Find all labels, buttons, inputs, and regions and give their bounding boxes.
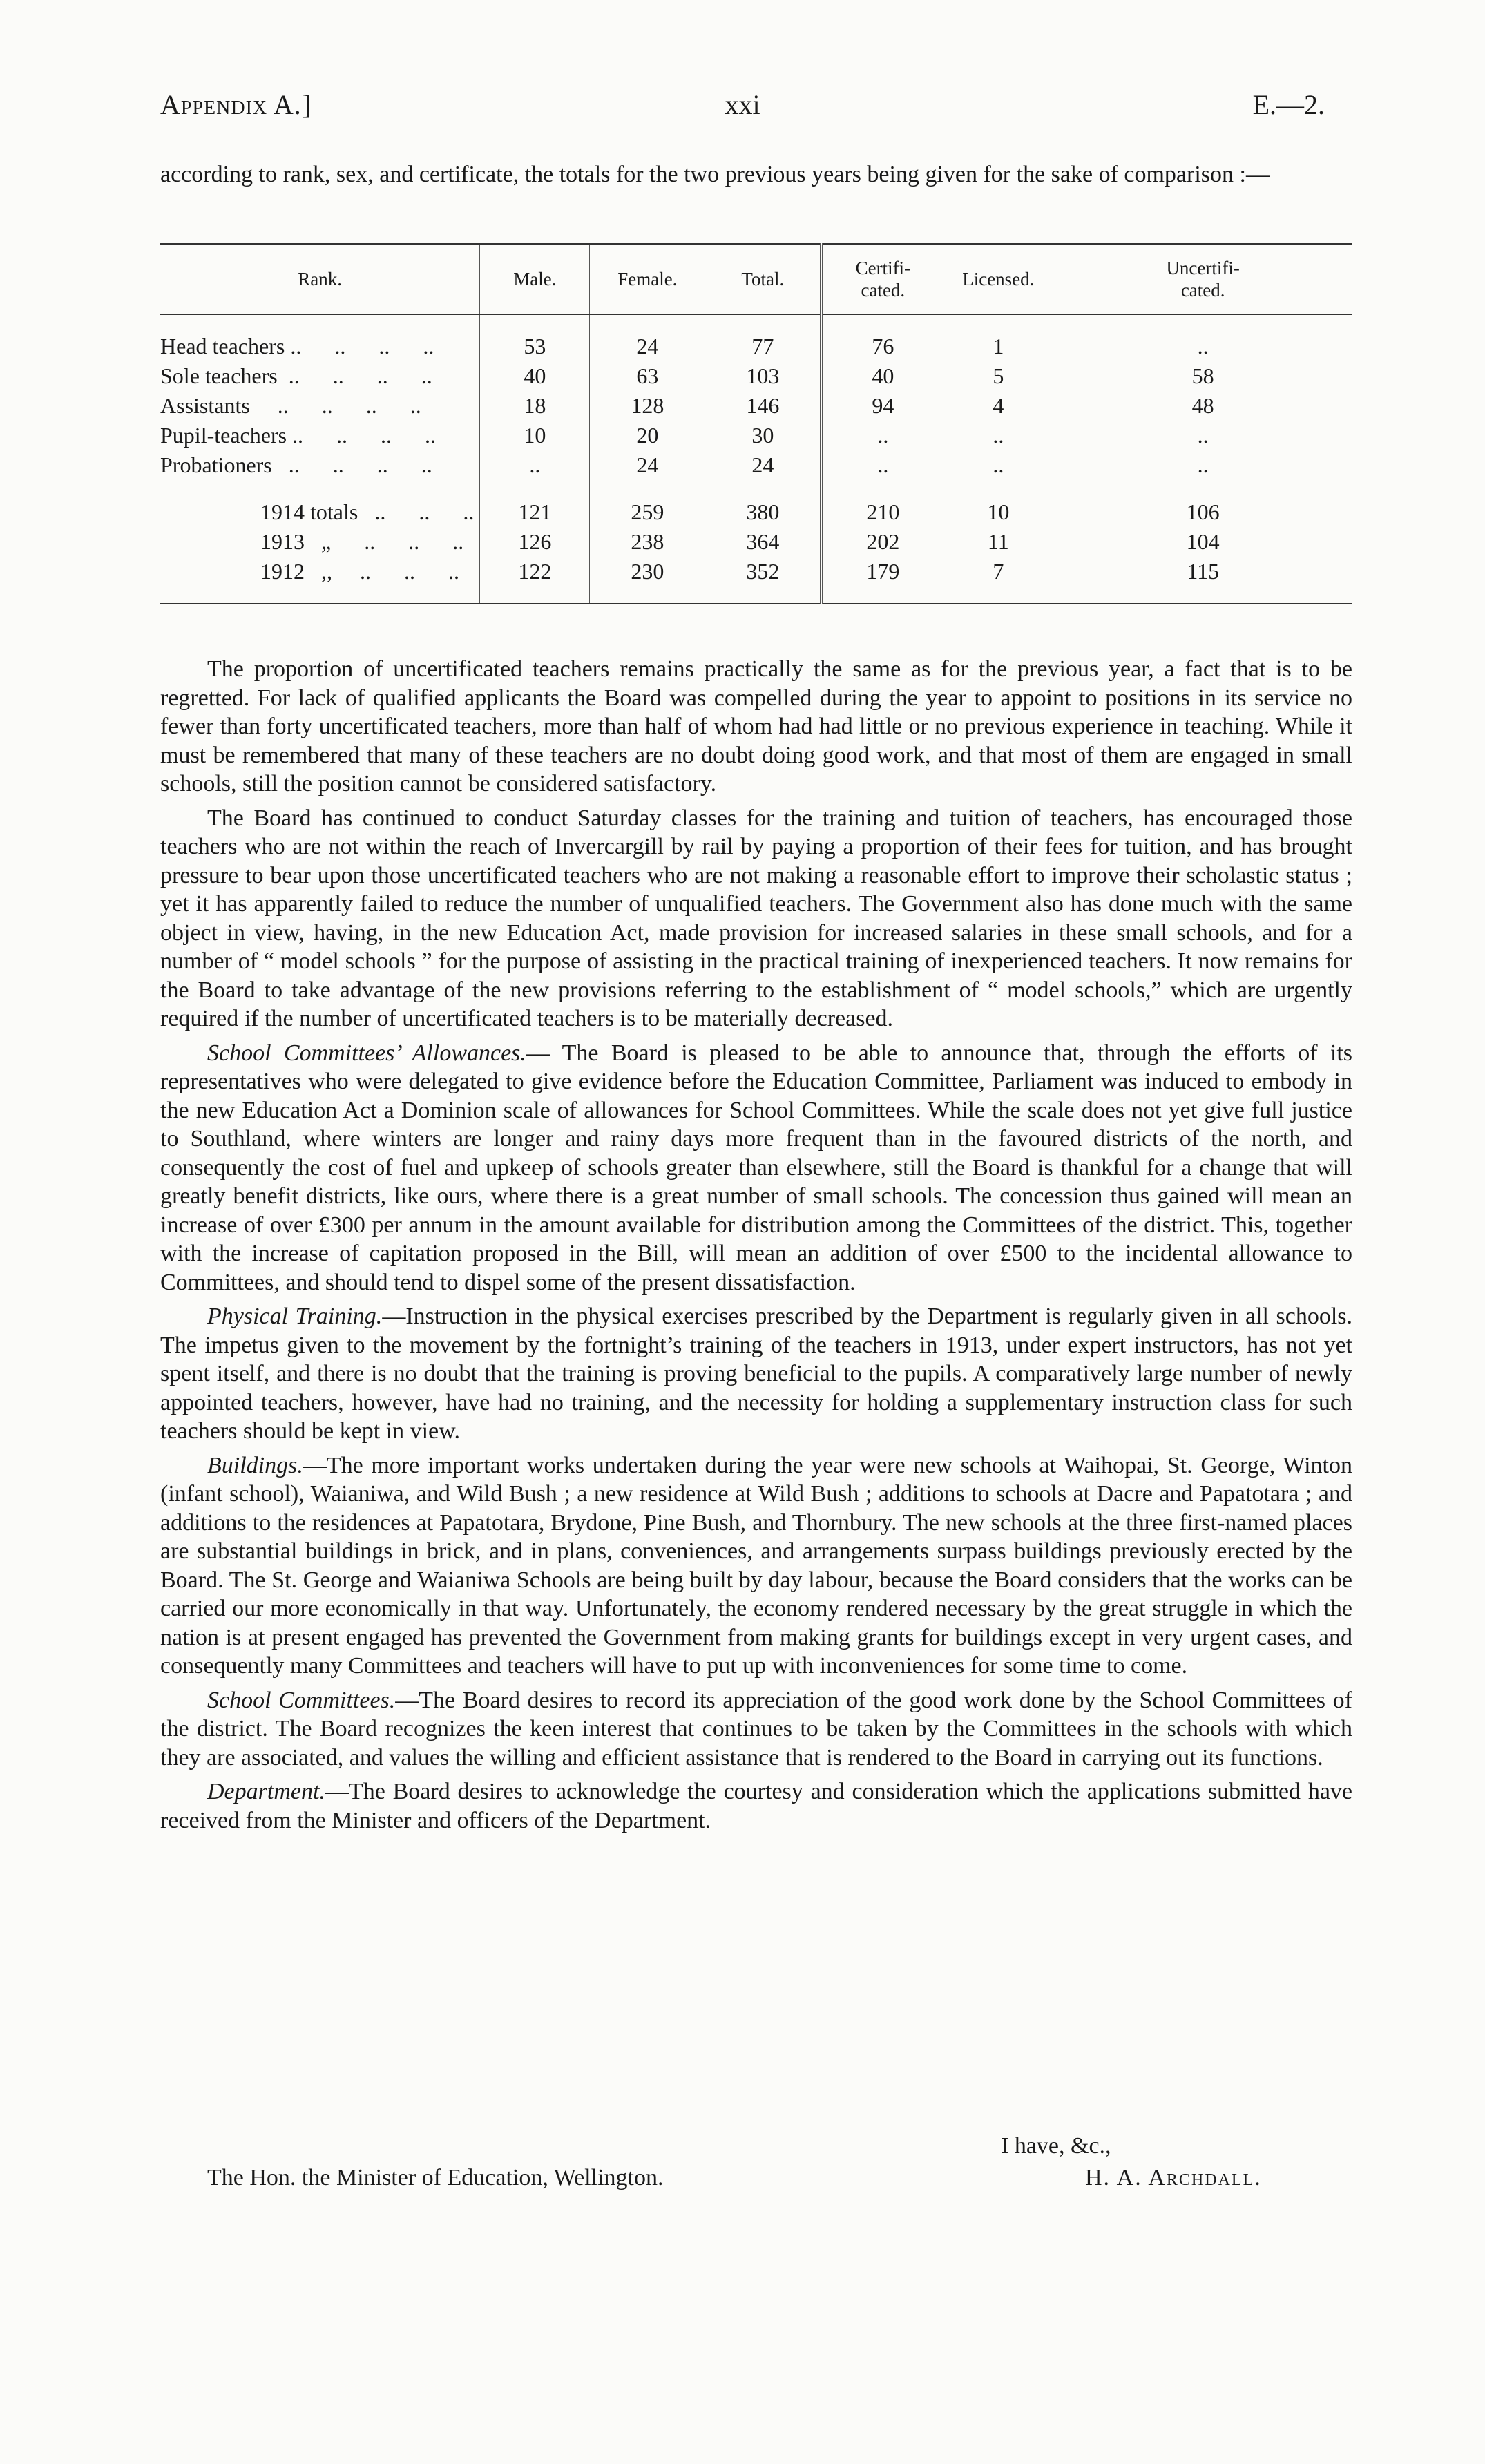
cell-total: 103 xyxy=(705,361,822,391)
cell-certificated: .. xyxy=(821,421,943,450)
cell-licensed: 5 xyxy=(943,361,1053,391)
text-committee-allowances: — The Board is pleased to be able to announce that, through the efforts of its representatives who were delegated to give evidence before the Education Committee, Parliament was induced to embody in the new Education Act a Dominion scale of allowances for School Committees. While the scale does not yet give full justice to Southland, where winters are longer and rainy days more frequent than in the favoured districts of the north, and consequently the cost of fuel and upkeep of schools greater than elsewhere, still the Board is thankful for a change that will greatly benefit districts, like ours, where there is a great number of small schools. The concession thus gained will mean an increase of over £300 per annum in the amount available for distribution among the Committees of the district. This, together with the increase of capitation proposed in the Bill, will mean an addition of over £500 to the incidental allowance to Committees, and should tend to dispel some of the present dissatisfaction. xyxy=(160,1040,1352,1295)
table-total-row xyxy=(160,557,1352,586)
cell-male: 121 xyxy=(480,497,590,528)
cell-male: 53 xyxy=(480,332,590,361)
heading-buildings: Buildings. xyxy=(207,1452,303,1478)
table-total-row xyxy=(160,497,1352,528)
row-label: Head teachers .. .. .. .. xyxy=(160,334,434,359)
cell-female: 259 xyxy=(590,497,705,528)
paragraph-physical-training xyxy=(160,1302,1352,1446)
row-label: Assistants .. .. .. .. xyxy=(160,393,421,418)
paragraph-school-committees xyxy=(160,1686,1352,1773)
heading-department: Department. xyxy=(207,1779,325,1804)
row-label: Pupil-teachers .. .. .. .. xyxy=(160,423,437,448)
text-school-committees: —The Board desires to record its appreciation of the good work done by the School Committees of the district. The Board recognizes the keen interest that continues to be taken by the Committees in the schools with which they are associated, and values the willing and efficient assistance that is rendered to the Board in carrying out its functions. xyxy=(160,1687,1352,1770)
cell-total: 77 xyxy=(705,332,822,361)
cell-licensed: 11 xyxy=(943,527,1053,557)
table-row xyxy=(160,361,1352,391)
cell-certificated: 202 xyxy=(821,527,943,557)
col-licensed: Licensed. xyxy=(943,244,1053,314)
table-row xyxy=(160,450,1352,480)
col-uncertificated-line2: cated. xyxy=(1180,280,1225,300)
cell-uncertificated: 104 xyxy=(1053,527,1352,557)
cell-certificated: 76 xyxy=(821,332,943,361)
col-certificated-line2: cated. xyxy=(861,280,906,300)
cell-certificated: 179 xyxy=(821,557,943,586)
col-certificated xyxy=(821,244,943,314)
text-buildings: —The more important works undertaken during the year were new schools at Waihopai, St. George, Winton (infant school), Waianiwa, and Wild Bush ; a new residence at Wild Bush ; additions to schools at Dacre and Papatotara ; and additions to the residences at Papatotara, Brydone, Pine Bush, and Thornbury. The new schools at the three first-named places are substantial buildings in brick, and in plans, conveniences, and arrangements surpass buildings previously erected by the Board. The St. George and Waianiwa Schools are being built by day labour, because the Board considers that the works can be carried our more economically in that way. Unfortunately, the economy rendered necessary by the great struggle in which the nation is at present engaged has prevented the Government from making grants for buildings except in very urgent cases, and consequently many Committees and teachers will have to put up with inconveniences for some time to come. xyxy=(160,1452,1352,1679)
cell-male: 126 xyxy=(480,527,590,557)
cell-female: 24 xyxy=(590,450,705,480)
col-rank: Rank. xyxy=(160,244,480,314)
table-total-row xyxy=(160,527,1352,557)
teachers-table xyxy=(160,243,1352,604)
cell-total: 146 xyxy=(705,391,822,421)
heading-school-committees: School Committees. xyxy=(207,1687,396,1713)
cell-uncertificated: 58 xyxy=(1053,361,1352,391)
cell-uncertificated: .. xyxy=(1053,332,1352,361)
heading-committee-allowances: School Committees’ Allowances. xyxy=(207,1040,526,1066)
cell-uncertificated: .. xyxy=(1053,421,1352,450)
col-total: Total. xyxy=(705,244,822,314)
report-body xyxy=(160,655,1352,1835)
cell-male: 40 xyxy=(480,361,590,391)
col-female: Female. xyxy=(590,244,705,314)
cell-certificated: 210 xyxy=(821,497,943,528)
text-department: —The Board desires to acknowledge the courtesy and consideration which the applications submitted have received from the Minister and officers of the Department. xyxy=(160,1779,1352,1833)
closing-addressee: The Hon. the Minister of Education, Wellington. xyxy=(207,2165,664,2190)
cell-female: 20 xyxy=(590,421,705,450)
col-uncertificated-line1: Uncertifi- xyxy=(1166,258,1240,278)
table-row xyxy=(160,421,1352,450)
cell-uncertificated: .. xyxy=(1053,450,1352,480)
paragraph-department xyxy=(160,1777,1352,1835)
cell-uncertificated: 106 xyxy=(1053,497,1352,528)
cell-total: 30 xyxy=(705,421,822,450)
text-physical-training: —Instruction in the physical exercises prescribed by the Department is regularly given in all schools. The impetus given to the movement by the fortnight’s training of the teachers in 1913, under expert instructors, has not yet spent itself, and there is no doubt that the training is proving beneficial to the pupils. A comparatively large number of newly appointed teachers, however, have had no training, and the necessity for holding a supplementary instruction class for such teachers should be kept in view. xyxy=(160,1303,1353,1444)
cell-licensed: 4 xyxy=(943,391,1053,421)
cell-uncertificated: 48 xyxy=(1053,391,1352,421)
cell-male: 18 xyxy=(480,391,590,421)
paragraph-committee-allowances xyxy=(160,1039,1352,1297)
paragraph-saturday-classes: The Board has continued to conduct Saturday classes for the training and tuition of teachers, has encouraged those teachers who are not within the reach of Invercargill by rail by paying a proportion of their fees for tuition, and has brought pressure to bear upon those uncertificated teachers who are not making a reasonable effort to improve their scholastic status ; yet it has apparently failed to reduce the number of unqualified teachers. The Government also has done much with the same object in view, having, in the new Education Act, made provision for increased salaries in these small schools, and for a number of “ model schools ” for the purpose of assisting in the practical training of inexperienced teachers. It now remains for the Board to take advantage of the new provisions referring to the establishment of “ model schools,” which are urgently required if the number of uncertificated teachers is to be materially decreased. xyxy=(160,805,1352,1031)
cell-licensed: 7 xyxy=(943,557,1053,586)
table-header-row xyxy=(160,244,1352,314)
document-code: E.—2. xyxy=(1252,89,1325,120)
cell-female: 63 xyxy=(590,361,705,391)
appendix-label: Appendix A.] xyxy=(160,89,312,120)
cell-male: .. xyxy=(480,450,590,480)
row-label: Probationers .. .. .. .. xyxy=(160,452,432,477)
paragraph-uncertificated: The proportion of uncertificated teachers remains practically the same as for the previous year, a fact that is to be regretted. For lack of qualified applicants the Board was compelled during the year to appoint to positions in its service no fewer than forty uncertificated teachers, more than half of whom had had little or no previous experience in teaching. While it must be remembered that many of these teachers are no doubt doing good work, and that most of them are engaged in small schools, still the position cannot be considered satisfactory. xyxy=(160,656,1352,796)
cell-licensed: 1 xyxy=(943,332,1053,361)
table-row xyxy=(160,391,1352,421)
closing-greeting: I have, &c., xyxy=(1001,2133,1111,2159)
row-label: 1914 totals .. .. .. xyxy=(160,497,480,528)
cell-male: 122 xyxy=(480,557,590,586)
cell-female: 24 xyxy=(590,332,705,361)
closing-signature: H. A. Archdall. xyxy=(1085,2165,1262,2190)
cell-total: 24 xyxy=(705,450,822,480)
col-certificated-line1: Certifi- xyxy=(855,258,911,278)
row-label: Sole teachers .. .. .. .. xyxy=(160,363,432,388)
cell-female: 230 xyxy=(590,557,705,586)
cell-total: 352 xyxy=(705,557,822,586)
cell-certificated: .. xyxy=(821,450,943,480)
paragraph-buildings xyxy=(160,1451,1352,1681)
heading-physical-training: Physical Training. xyxy=(207,1303,383,1329)
cell-licensed: 10 xyxy=(943,497,1053,528)
cell-male: 10 xyxy=(480,421,590,450)
intro-text: according to rank, sex, and certificate, the totals for the two previous years being given for the sake of comparison :— xyxy=(160,162,1270,187)
col-male: Male. xyxy=(480,244,590,314)
page-number: xxi xyxy=(725,89,760,120)
cell-total: 380 xyxy=(705,497,822,528)
table-row xyxy=(160,332,1352,361)
cell-uncertificated: 115 xyxy=(1053,557,1352,586)
running-head xyxy=(160,88,1325,130)
intro-paragraph xyxy=(160,160,1352,189)
cell-licensed: .. xyxy=(943,450,1053,480)
col-uncertificated xyxy=(1053,244,1352,314)
cell-total: 364 xyxy=(705,527,822,557)
cell-certificated: 94 xyxy=(821,391,943,421)
row-label: 1913 „ .. .. .. xyxy=(260,529,464,554)
cell-licensed: .. xyxy=(943,421,1053,450)
cell-female: 128 xyxy=(590,391,705,421)
row-label: 1912 ,, .. .. .. xyxy=(260,559,459,584)
cell-female: 238 xyxy=(590,527,705,557)
cell-certificated: 40 xyxy=(821,361,943,391)
